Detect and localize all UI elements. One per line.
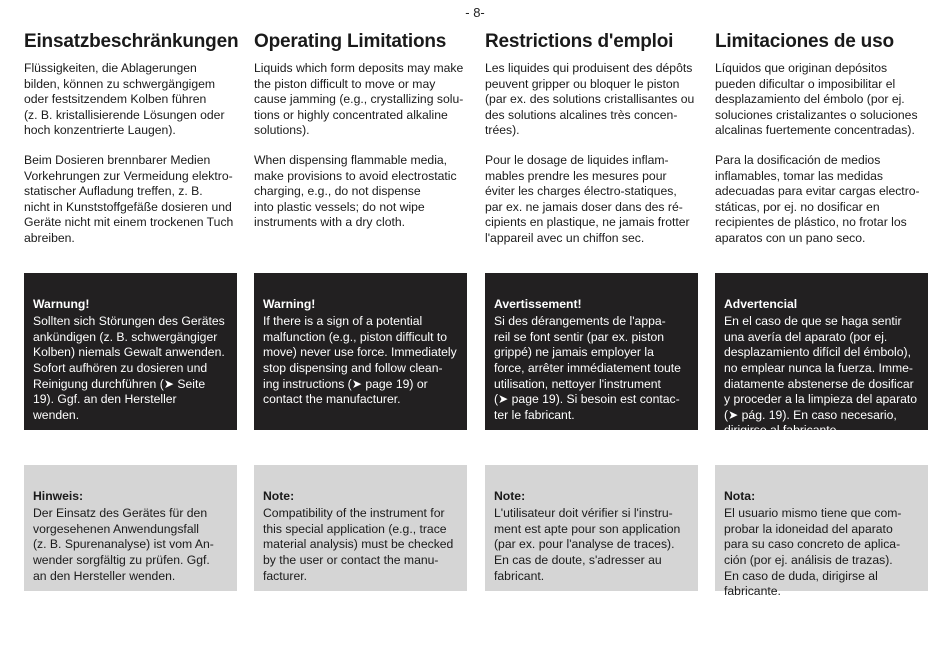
column-heading: Operating Limitations (254, 31, 447, 52)
paragraph-flammable: Beim Dosieren brennbarer Medien Vorkehrungen zur Vermeidung elektro- statischer Aufladung treffen, z. B. nicht in Kunststoffgefäße dosieren und Geräte nicht mit einem trockenen Tuch abreiben. (24, 153, 234, 245)
warning-box (254, 273, 467, 430)
column-german (24, 30, 239, 245)
paragraph-deposits: Flüssigkeiten, die Ablagerungen bilden, können zu schwergängigem oder festsitzendem Kolben führen (z. B. kristallisierende Lösungen oder hoch konzentrierte Laugen). (24, 61, 225, 138)
note-box (485, 465, 698, 591)
warning-text: Sollten sich Störungen des Gerätes ankündigen (z. B. schwergängiger Kolben) niemals Gewalt anwenden. Sofort aufhören zu dosieren und Reinigung durchführen (➤ Seite 19). Ggf. an den Hersteller wenden. (33, 314, 225, 422)
paragraph-deposits: Liquids which form deposits may make the piston difficult to move or may cause jamming (e.g., crystallizing solu- tions or highly concentrated alkaline solutions). (254, 61, 464, 138)
warning-box (485, 273, 698, 430)
warning-text: If there is a sign of a potential malfunction (e.g., piston difficult to move) never use force. Immediately stop dispensing and follow clean- ing instructions (➤ page 19) or contact the manufacturer. (263, 314, 457, 407)
warning-title: Warning! (263, 296, 316, 311)
note-title: Nota: (724, 488, 756, 503)
page-number: - 8- (465, 5, 485, 20)
warning-box (24, 273, 237, 430)
note-box (254, 465, 467, 591)
note-box (24, 465, 237, 591)
column-heading: Einsatzbeschränkungen (24, 31, 239, 52)
note-title: Note: (263, 488, 295, 503)
column-spanish (715, 30, 927, 245)
note-box (715, 465, 928, 599)
paragraph-flammable: Para la dosificación de medios inflamables, tomar las medidas adecuadas para evitar cargas electro- státicas, por ej. no dosificar en recipientes de plástico, no frotar los aparatos con un pano seco. (715, 153, 920, 245)
note-text: Der Einsatz des Gerätes für den vorgesehenen Anwendungsfall (z. B. Spurenanalyse) ist vom An- wender sorgfältig zu prüfen. Ggf. an den Hersteller wenden. (33, 506, 214, 583)
paragraph-deposits: Les liquides qui produisent des dépôts peuvent gripper ou bloquer le piston (par ex. des solutions cristallisantes ou des solutions alcalines très concen- trées). (485, 61, 695, 138)
warning-box (715, 273, 928, 438)
warning-text: En el caso de que se haga sentir una avería del aparato (por ej. desplazamiento difícil del émbolo), no emplear nunca la fuerza. Imme- diatamente abstenerse de dosificar y proceder a la limpieza del aparato (➤ pág. 19). En caso necesario, dirigirse al fabricante. (724, 314, 918, 438)
note-text: Compatibility of the instrument for this special application (e.g., trace material analysis) must be checked by the user or contact the manu- facturer. (263, 506, 454, 583)
warning-title: Avertissement! (494, 296, 582, 311)
warning-text: Si des dérangements de l'appa- reil se font sentir (par ex. piston grippé) ne jamais employer la force, arrêter immédiatement toute utilisation, nettoyer l'instrument (➤ page 19). Si besoin est contac- ter le fabricant. (494, 314, 681, 422)
column-french (485, 30, 697, 245)
column-heading: Restrictions d'emploi (485, 31, 674, 52)
note-title: Note: (494, 488, 526, 503)
column-english (254, 30, 466, 230)
paragraph-deposits: Líquidos que originan depósitos pueden dificultar o imposibilitar el desplazamiento del émbolo (por ej. soluciones cristalizantes o soluciones alcalinas fuertemente concentradas). (715, 61, 918, 138)
note-text: L'utilisateur doit vérifier si l'instru- ment est apte pour son application (par ex. pour l'analyse de traces). En cas de doute, s'adresser au fabricant. (494, 506, 681, 583)
warning-title: Warnung! (33, 296, 90, 311)
paragraph-flammable: Pour le dosage de liquides inflam- mables prendre les mesures pour éviter les charges électro-statiques, par ex. ne jamais doser dans des ré- cipients en plastique, ne jamais frotter l'appareil avec un chiffon sec. (485, 153, 690, 245)
warning-title: Advertencial (724, 296, 798, 311)
note-text: El usuario mismo tiene que com- probar la idoneidad del aparato para su caso concreto de aplica- ción (por ej. análisis de trazas). En caso de duda, dirigirse al fabricante. (724, 506, 902, 599)
note-title: Hinweis: (33, 488, 84, 503)
paragraph-flammable: When dispensing flammable media, make provisions to avoid electrostatic charging, e.g., do not dispense into plastic vessels; do not wipe instruments with a dry cloth. (254, 153, 457, 230)
column-heading: Limitaciones de uso (715, 31, 894, 52)
